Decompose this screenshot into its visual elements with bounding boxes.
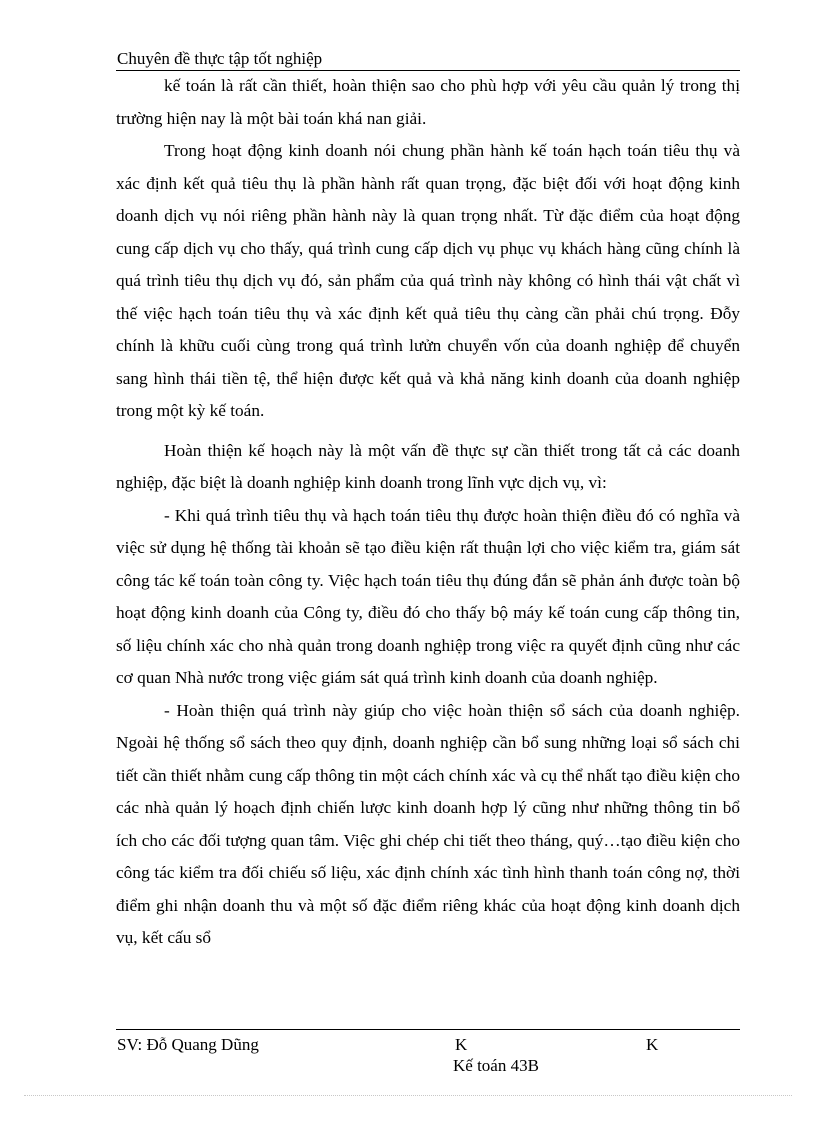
footer-student-name: SV: Đỗ Quang Dũng	[117, 1035, 259, 1054]
body-text	[116, 70, 740, 955]
paragraph: Trong hoạt động kinh doanh nói chung phần hành kế toán hạch toán tiêu thụ và xác định kết quả tiêu thụ là phần hành rất quan trọng, đặc biệt đối với hoạt động kinh doanh dịch vụ nói riêng phần hành này là quan trọng nhất. Từ đặc điểm của hoạt động cung cấp dịch vụ cho thấy, quá trình cung cấp dịch vụ phục vụ khách hàng cũng chính là quá trình tiêu thụ dịch vụ đó, sản phẩm của quá trình này không có hình thái vật chất vì thế việc hạch toán tiêu thụ và xác định kết quả tiêu thụ càng cần phải chú trọng. Đỗy chính là khữu cuối cùng trong quá trình lưửn chuyển vốn của doanh nghiệp để chuyển sang hình thái tiền tệ, thể hiện được kết quả và khả năng kinh doanh của doanh nghiệp trong một kỳ kế toán.	[116, 141, 740, 420]
page-bottom-dotted-line	[24, 1095, 792, 1096]
paragraph-continued: kế toán là rất cần thiết, hoàn thiện sao cho phù hợp với yêu cầu quản lý trong thị trường hiện nay là một bài toán khá nan giải.	[116, 76, 740, 128]
footer-mark: K	[646, 1035, 659, 1054]
paragraph: Hoàn thiện kế hoạch này là một vấn đề thực sự cần thiết trong tất cả các doanh nghiệp, đặc biệt là doanh nghiệp kinh doanh trong lĩnh vực dịch vụ, vì:	[116, 440, 740, 492]
paragraph-bullet: - Khi quá trình tiêu thụ và hạch toán tiêu thụ được hoàn thiện điều đó có nghĩa và việc sử dụng hệ thống tài khoản sẽ tạo điều kiện rất thuận lợi cho việc kiểm tra, giám sát công tác kế toán toàn công ty. Việc hạch toán tiêu thụ đúng đắn sẽ phản ánh được toàn bộ hoạt động kinh doanh của Công ty, điều đó cho thấy bộ máy kế toán cung cấp thông tin, số liệu chính xác cho nhà quản trong doanh nghiệp trong việc ra quyết định cũng như các cơ quan Nhà nước trong việc giám sát quá trình kinh doanh của doanh nghiệp.	[116, 505, 740, 687]
footer-class-name: Kế toán 43B	[453, 1056, 539, 1075]
footer-mark: K	[455, 1035, 468, 1054]
paragraph-bullet: - Hoàn thiện quá trình này giúp cho việc hoàn thiện sổ sách của doanh nghiệp. Ngoài hệ thống sổ sách theo quy định, doanh nghiệp cần bổ sung những loại sổ sách chi tiết cần thiết nhằm cung cấp thông tin một cách chính xác và cụ thể nhất tạo điều kiện cho các nhà quản lý hoạch định chiến lược kinh doanh hợp lý cũng như những thông tin bổ ích cho các đối tượng quan tâm. Việc ghi chép chi tiết theo tháng, quý…tạo điều kiện cho công tác kiểm tra đối chiếu số liệu, xác định chính xác tình hình thanh toán công nợ, thời điểm ghi nhận doanh thu và một số đặc điểm riêng khác của hoạt động kinh doanh dịch vụ, kết cấu sổ	[116, 700, 740, 947]
footer-divider	[116, 1029, 740, 1030]
page-header-title: Chuyên đề thực tập tốt nghiệp	[117, 49, 323, 68]
